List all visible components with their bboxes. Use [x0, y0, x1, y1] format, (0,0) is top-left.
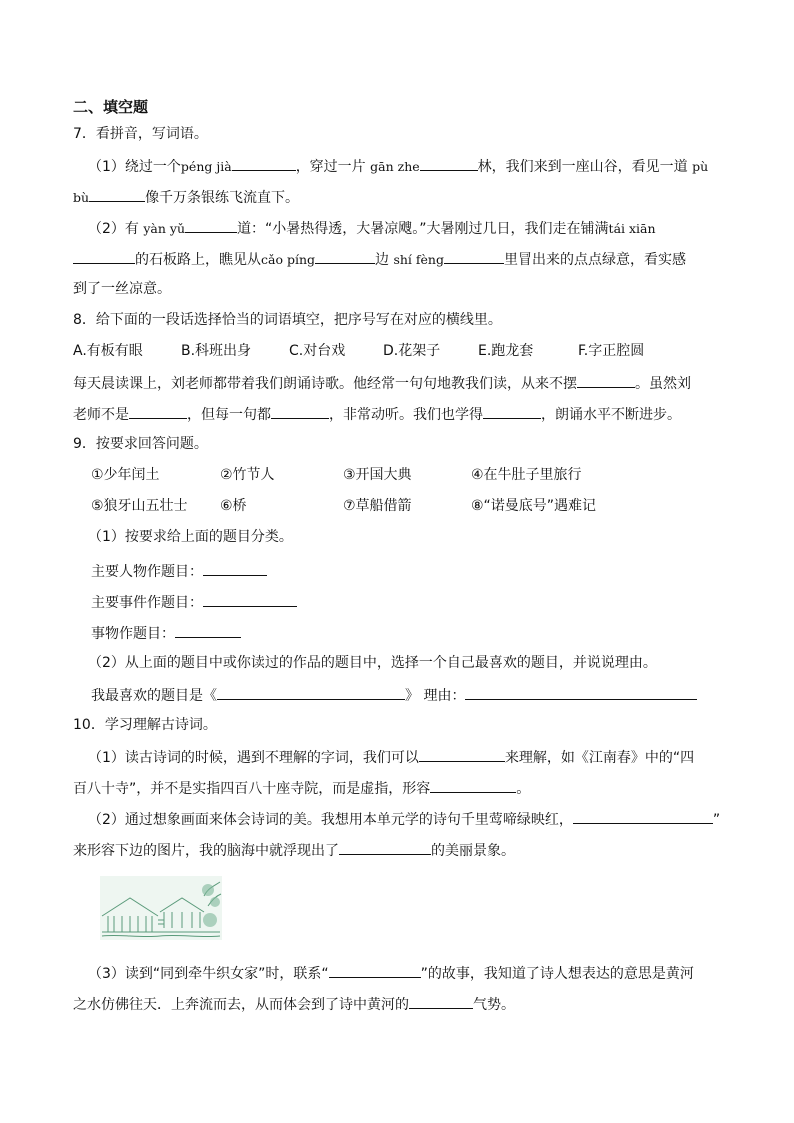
pinyin: cǎo píng [261, 252, 316, 267]
text: 老师不是 [73, 407, 129, 423]
answer-blank[interactable] [203, 560, 267, 576]
text: 像千万条银练飞流直下。 [145, 190, 300, 206]
q7-part2-line2 [73, 248, 686, 270]
text: 我最喜欢的题目是《 [91, 688, 217, 704]
answer-blank[interactable] [89, 186, 145, 202]
text: 来理解，如《江南春》中的“四 [504, 750, 695, 766]
q7-part2-line3: 到了一丝凉意。 [73, 281, 171, 297]
q9-item-1: ①少年闰土 [91, 467, 160, 483]
pinyin: péng jià [180, 159, 232, 174]
text: 的美丽景象。 [431, 843, 515, 859]
answer-blank[interactable] [329, 962, 421, 978]
q7-title: 7．看拼音，写词语。 [73, 126, 208, 142]
text: 主要人物作题目： [91, 564, 203, 580]
text: 道：“小暑热得透，大暑凉飕。”大暑刚过几日，我们走在铺满 [237, 221, 609, 237]
q9-item-8: ⑧“诺曼底号”遇难记 [471, 498, 597, 514]
answer-blank[interactable] [573, 808, 713, 824]
text: 边 [375, 252, 390, 268]
q9-item-5: ⑤狼牙山五壮士 [91, 498, 188, 514]
q9-item-4: ④在牛肚子里旅行 [471, 467, 582, 483]
answer-blank[interactable] [185, 217, 237, 233]
answer-blank[interactable] [483, 403, 541, 419]
q8-option-f: F.字正腔圆 [578, 343, 645, 359]
answer-blank[interactable] [271, 403, 329, 419]
q9-item-7: ⑦草船借箭 [343, 498, 412, 514]
text: ” [712, 812, 721, 828]
q9-item-3: ③开国大典 [343, 467, 412, 483]
pinyin: pù [692, 159, 709, 174]
text: （2）有 [88, 221, 139, 237]
text: ，穿过一片 [295, 159, 366, 175]
q9-category-people [91, 560, 267, 582]
q8-passage-line1 [73, 372, 691, 394]
q7-part1-line2 [73, 186, 299, 208]
text: 。虽然刘 [635, 376, 691, 392]
text: 事物作题目： [91, 626, 175, 642]
q8-option-c: C.对台戏 [289, 343, 346, 359]
answer-blank[interactable] [315, 248, 375, 264]
q7-part1-line1 [88, 155, 708, 177]
answer-blank[interactable] [175, 622, 241, 638]
text: 之水仿佛往天．上奔流而去，从而体会到了诗中黄河的 [73, 997, 409, 1013]
q9-item-2: ②竹节人 [220, 467, 275, 483]
q8-title: 8．给下面的一段话选择恰当的词语填空，把序号写在对应的横线里。 [73, 312, 502, 328]
answer-blank[interactable] [577, 372, 635, 388]
pinyin: yàn yǔ [143, 221, 186, 236]
q9-sub1: （1）按要求给上面的题目分类。 [88, 529, 293, 545]
text: 的石板路上，瞧见从 [135, 252, 261, 268]
q9-item-6: ⑥桥 [220, 498, 247, 514]
text: ，但每一句都 [187, 407, 271, 423]
q8-option-e: E.跑龙套 [478, 343, 534, 359]
answer-blank[interactable] [232, 155, 296, 171]
text: 。 [516, 781, 531, 797]
answer-blank[interactable] [73, 248, 135, 264]
answer-blank[interactable] [419, 746, 505, 762]
q8-option-a: A.有板有眼 [73, 343, 143, 359]
pinyin: tái xiān [608, 221, 656, 236]
text: （3）读到“同到牵牛织女家”时，联系“ [88, 966, 329, 982]
text: 主要事件作题目： [91, 595, 203, 611]
answer-blank[interactable] [129, 403, 187, 419]
text: ，非常动听。我们也学得 [329, 407, 483, 423]
text: 林，我们来到一座山谷，看见一道 [477, 159, 688, 175]
q10-title: 10．学习理解古诗词。 [73, 717, 217, 733]
q8-passage-line2 [73, 403, 681, 425]
answer-blank[interactable] [465, 684, 697, 700]
text: 百八十寺”，并不是实指四百八十座寺院，而是虚指，形容 [73, 781, 431, 797]
text: 》 理由： [405, 688, 466, 704]
q10-part2-line1 [88, 808, 720, 830]
q7-part2-line1 [88, 217, 656, 239]
answer-blank[interactable] [339, 839, 431, 855]
text: （1）读古诗词的时候，遇到不理解的字词，我们可以 [88, 750, 419, 766]
text: 气势。 [473, 997, 515, 1013]
pinyin: gān zhe [370, 159, 420, 174]
section-title: 二、填空题 [73, 98, 149, 116]
text: ，朗诵水平不断进步。 [541, 407, 681, 423]
landscape-picture [100, 876, 222, 940]
q9-sub2: （2）从上面的题目中或你读过的作品的题目中，选择一个自己最喜欢的题目，并说说理由。 [88, 655, 657, 671]
q9-category-events [91, 591, 297, 613]
q9-title: 9．按要求回答问题。 [73, 436, 208, 452]
text: 来形容下边的图片，我的脑海中就浮现出了 [73, 843, 339, 859]
answer-blank[interactable] [444, 248, 504, 264]
q8-option-d: D.花架子 [383, 343, 441, 359]
text: （1）绕过一个 [88, 159, 181, 175]
text: 每天晨读课上，刘老师都带着我们朗诵诗歌。他经常一句句地教我们读，从来不摆 [73, 376, 577, 392]
answer-blank[interactable] [217, 684, 405, 700]
q9-category-objects [91, 622, 241, 644]
pinyin: bù [73, 190, 90, 205]
text: （2）通过想象画面来体会诗词的美。我想用本单元学的诗句千里莺啼绿映红， [88, 812, 573, 828]
q8-option-b: B.科班出身 [181, 343, 252, 359]
answer-blank[interactable] [409, 993, 473, 1009]
q9-favorite [91, 684, 697, 706]
answer-blank[interactable] [420, 155, 478, 171]
answer-blank[interactable] [203, 591, 297, 607]
answer-blank[interactable] [430, 777, 516, 793]
q10-part2-line2 [73, 839, 515, 861]
text: 里冒出来的点点绿意，看实感 [503, 252, 686, 268]
text: ”的故事，我知道了诗人想表达的意思是黄河 [420, 966, 694, 982]
q10-part1-line1 [88, 746, 694, 768]
q10-part3-line2 [73, 993, 515, 1015]
q10-part1-line2 [73, 777, 530, 799]
pinyin: shí fèng [393, 252, 444, 267]
q10-part3-line1 [88, 962, 694, 984]
